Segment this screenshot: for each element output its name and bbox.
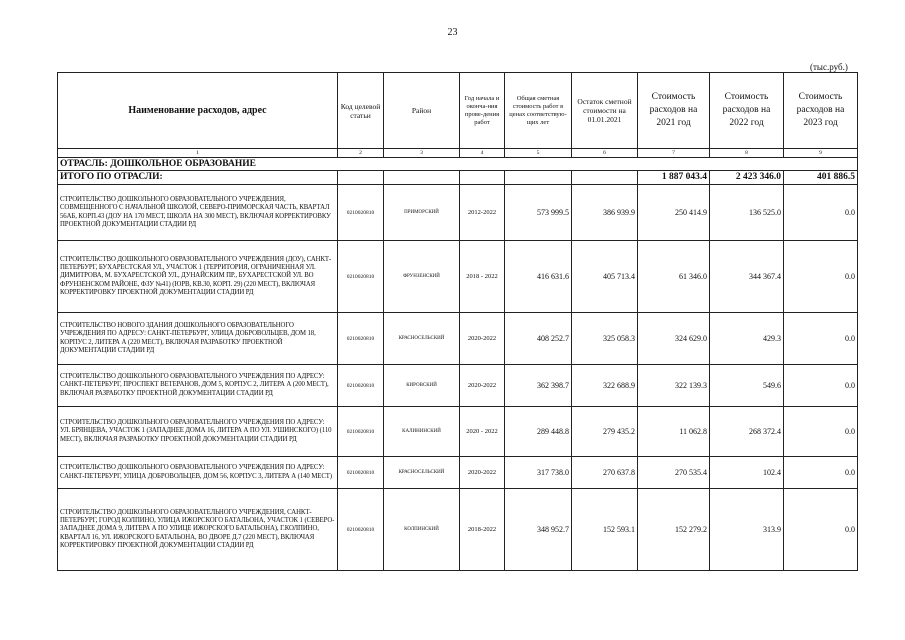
column-number: 3: [384, 149, 460, 158]
cost-2023: 0.0: [784, 185, 858, 241]
total-cost-2021: 1 887 043.4: [638, 171, 710, 185]
total-empty-cell: [505, 171, 572, 185]
cost-2022: 429.3: [710, 313, 784, 365]
table-row: [58, 185, 858, 241]
work-period: 2020-2022: [460, 313, 505, 365]
remaining-cost: 322 688.9: [572, 365, 638, 407]
cost-2022: 102.4: [710, 457, 784, 489]
sector-title: ОТРАСЛЬ: ДОШКОЛЬНОЕ ОБРАЗОВАНИЕ: [58, 158, 858, 171]
cost-2023: 0.0: [784, 407, 858, 457]
total-label: ИТОГО ПО ОТРАСЛИ:: [58, 171, 338, 185]
cost-2022: 549.6: [710, 365, 784, 407]
cost-2021: 324 629.0: [638, 313, 710, 365]
project-name: СТРОИТЕЛЬСТВО ДОШКОЛЬНОГО ОБРАЗОВАТЕЛЬНОГО УЧРЕЖДЕНИЯ, СОВМЕЩЕННОГО С НАЧАЛЬНОЙ ШКОЛОЙ, СЕВЕРО-ПРИМОРСКАЯ ЧАСТЬ, КВАРТАЛ 56АБ, КОРП.43 (ДОУ НА 170 МЕСТ, ШКОЛА НА 300 МЕСТ), ВКЛЮЧАЯ КОРРЕКТИРОВКУ ПРОЕКТНОЙ ДОКУМЕНТАЦИИ СТАДИИ РД: [58, 185, 338, 241]
project-name: СТРОИТЕЛЬСТВО ДОШКОЛЬНОГО ОБРАЗОВАТЕЛЬНОГО УЧРЕЖДЕНИЯ, САНКТ-ПЕТЕРБУРГ, ГОРОД КОЛПИНО, УЛИЦА ИЖОРСКОГО БАТАЛЬОНА, УЧАСТОК 1 (СЕВЕРО-ЗАПАДНЕЕ ДОМА 9, ЛИТЕРА А ПО УЛИЦЕ ИЖОРСКОГО БАТАЛЬОНА), Г.КОЛПИНО, КВАРТАЛ 16, УЛ. ИЖОРСКОГО БАТАЛЬОНА, ВО ДВОРЕ Д.7 (220 МЕСТ), ВКЛЮЧАЯ КОРРЕКТИРОВКУ ПРОЕКТНОЙ ДОКУМЕНТАЦИИ СТАДИИ РД: [58, 489, 338, 571]
header-cost-2023: Стоимость расходов на 2023 год: [784, 73, 858, 149]
cost-2022: 136 525.0: [710, 185, 784, 241]
remaining-cost: 270 637.8: [572, 457, 638, 489]
table-row: [58, 365, 858, 407]
remaining-cost: 386 939.9: [572, 185, 638, 241]
cost-2023: 0.0: [784, 365, 858, 407]
header-code: Код целевой статьи: [338, 73, 384, 149]
column-number: 1: [58, 149, 338, 158]
project-name: СТРОИТЕЛЬСТВО ДОШКОЛЬНОГО ОБРАЗОВАТЕЛЬНОГО УЧРЕЖДЕНИЯ ПО АДРЕСУ: САНКТ-ПЕТЕРБУРГ, УЛИЦА ДОБРОВОЛЬЦЕВ, ДОМ 56, КОРПУС 3, ЛИТЕРА А (140 МЕСТ): [58, 457, 338, 489]
target-code: 0210020810: [338, 313, 384, 365]
table-row: [58, 241, 858, 313]
work-period: 2018-2022: [460, 489, 505, 571]
cost-2023: 0.0: [784, 313, 858, 365]
cost-2023: 0.0: [784, 241, 858, 313]
column-number-row: [58, 149, 858, 158]
remaining-cost: 279 435.2: [572, 407, 638, 457]
remaining-cost: 405 713.4: [572, 241, 638, 313]
cost-2021: 11 062.8: [638, 407, 710, 457]
total-cost-2023: 401 886.5: [784, 171, 858, 185]
project-name: СТРОИТЕЛЬСТВО ДОШКОЛЬНОГО ОБРАЗОВАТЕЛЬНОГО УЧРЕЖДЕНИЯ ПО АДРЕСУ: УЛ. БРЯНЦЕВА, УЧАСТОК 1 (ЗАПАДНЕЕ ДОМА 16, ЛИТЕРА А ПО УЛ. УШИНСКОГО) (110 МЕСТ), ВКЛЮЧАЯ РАЗРАБОТКУ ПРОЕКТНОЙ ДОКУМЕНТАЦИИ СТАДИИ РД: [58, 407, 338, 457]
target-code: 0210020810: [338, 457, 384, 489]
header-remaining: Остаток сметной стоимости на 01.01.2021: [572, 73, 638, 149]
sector-row: [58, 158, 858, 171]
header-total-cost: Общая сметная стоимость работ в ценах соответствую-щих лет: [505, 73, 572, 149]
total-empty-cell: [338, 171, 384, 185]
header-period: Год начала и оконча-ния прове-дения работ: [460, 73, 505, 149]
table-row: [58, 313, 858, 365]
cost-2022: 313.9: [710, 489, 784, 571]
total-cost: 573 999.5: [505, 185, 572, 241]
cost-2022: 344 367.4: [710, 241, 784, 313]
column-number: 7: [638, 149, 710, 158]
district: КАЛИНИНСКИЙ: [384, 407, 460, 457]
project-name: СТРОИТЕЛЬСТВО ДОШКОЛЬНОГО ОБРАЗОВАТЕЛЬНОГО УЧРЕЖДЕНИЯ ПО АДРЕСУ: САНКТ-ПЕТЕРБУРГ, ПРОСПЕКТ ВЕТЕРАНОВ, ДОМ 5, КОРПУС 2, ЛИТЕРА А (200 МЕСТ), ВКЛЮЧАЯ РАЗРАБОТКУ ПРОЕКТНОЙ ДОКУМЕНТАЦИИ СТАДИИ РД: [58, 365, 338, 407]
table-row: [58, 407, 858, 457]
column-number: 6: [572, 149, 638, 158]
target-code: 0210020810: [338, 185, 384, 241]
project-name: СТРОИТЕЛЬСТВО ДОШКОЛЬНОГО ОБРАЗОВАТЕЛЬНОГО УЧРЕЖДЕНИЯ (ДОУ), САНКТ-ПЕТЕРБУРГ, БУХАРЕСТСКАЯ УЛ., УЧАСТОК 1 (ТЕРРИТОРИЯ, ОГРАНИЧЕННАЯ УЛ. ДИМИТРОВА, М. БУХАРЕСТСКОЙ УЛ., ДУНАЙСКИМ ПР., БУХАРЕСТСКОЙ УЛ. ВО ФРУНЗЕНСКОМ РАЙОНЕ, ФЗУ №41) (ЮРВ, КВ.30, КОРП. 29) (220 МЕСТ), ВКЛЮЧАЯ КОРРЕКТИРОВКУ ПРОЕКТНОЙ ДОКУМЕНТАЦИИ СТАДИИ РД: [58, 241, 338, 313]
total-empty-cell: [384, 171, 460, 185]
work-period: 2012-2022: [460, 185, 505, 241]
header-cost-2021: Стоимость расходов на 2021 год: [638, 73, 710, 149]
district: КОЛПИНСКИЙ: [384, 489, 460, 571]
table-row: [58, 489, 858, 571]
total-cost: 362 398.7: [505, 365, 572, 407]
cost-2021: 250 414.9: [638, 185, 710, 241]
work-period: 2020-2022: [460, 365, 505, 407]
total-cost: 289 448.8: [505, 407, 572, 457]
cost-2021: 152 279.2: [638, 489, 710, 571]
remaining-cost: 325 058.3: [572, 313, 638, 365]
budget-table: [57, 72, 858, 571]
header-cost-2022: Стоимость расходов на 2022 год: [710, 73, 784, 149]
total-cost: 408 252.7: [505, 313, 572, 365]
district: ФРУНЗЕНСКИЙ: [384, 241, 460, 313]
cost-2021: 270 535.4: [638, 457, 710, 489]
district: КИРОВСКИЙ: [384, 365, 460, 407]
target-code: 0210020810: [338, 489, 384, 571]
header-district: Район: [384, 73, 460, 149]
unit-note: (тыс.руб.): [810, 62, 848, 72]
page-number: 23: [447, 27, 458, 38]
header-name: Наименование расходов, адрес: [58, 73, 338, 149]
total-cost: 416 631.6: [505, 241, 572, 313]
total-row: [58, 171, 858, 185]
district: КРАСНОСЕЛЬСКИЙ: [384, 457, 460, 489]
work-period: 2020 - 2022: [460, 407, 505, 457]
column-number: 5: [505, 149, 572, 158]
header-row: [58, 73, 858, 149]
cost-2023: 0.0: [784, 457, 858, 489]
cost-2021: 61 346.0: [638, 241, 710, 313]
district: КРАСНОСЕЛЬСКИЙ: [384, 313, 460, 365]
table-row: [58, 457, 858, 489]
total-empty-cell: [460, 171, 505, 185]
work-period: 2018 - 2022: [460, 241, 505, 313]
cost-2022: 268 372.4: [710, 407, 784, 457]
work-period: 2020-2022: [460, 457, 505, 489]
district: ПРИМОРСКИЙ: [384, 185, 460, 241]
project-name: СТРОИТЕЛЬСТВО НОВОГО ЗДАНИЯ ДОШКОЛЬНОГО ОБРАЗОВАТЕЛЬНОГО УЧРЕЖДЕНИЯ ПО АДРЕСУ: САНКТ-ПЕТЕРБУРГ, УЛИЦА ДОБРОВОЛЬЦЕВ, ДОМ 18, КОРПУС 2, ЛИТЕРА А (220 МЕСТ), ВКЛЮЧАЯ РАЗРАБОТКУ ПРОЕКТНОЙ ДОКУМЕНТАЦИИ СТАДИИ РД: [58, 313, 338, 365]
total-cost-2022: 2 423 346.0: [710, 171, 784, 185]
target-code: 0210020810: [338, 407, 384, 457]
cost-2021: 322 139.3: [638, 365, 710, 407]
column-number: 8: [710, 149, 784, 158]
column-number: 4: [460, 149, 505, 158]
cost-2023: 0.0: [784, 489, 858, 571]
total-cost: 317 738.0: [505, 457, 572, 489]
total-empty-cell: [572, 171, 638, 185]
total-cost: 348 952.7: [505, 489, 572, 571]
column-number: 2: [338, 149, 384, 158]
remaining-cost: 152 593.1: [572, 489, 638, 571]
column-number: 9: [784, 149, 858, 158]
target-code: 0210020810: [338, 365, 384, 407]
target-code: 0210020810: [338, 241, 384, 313]
